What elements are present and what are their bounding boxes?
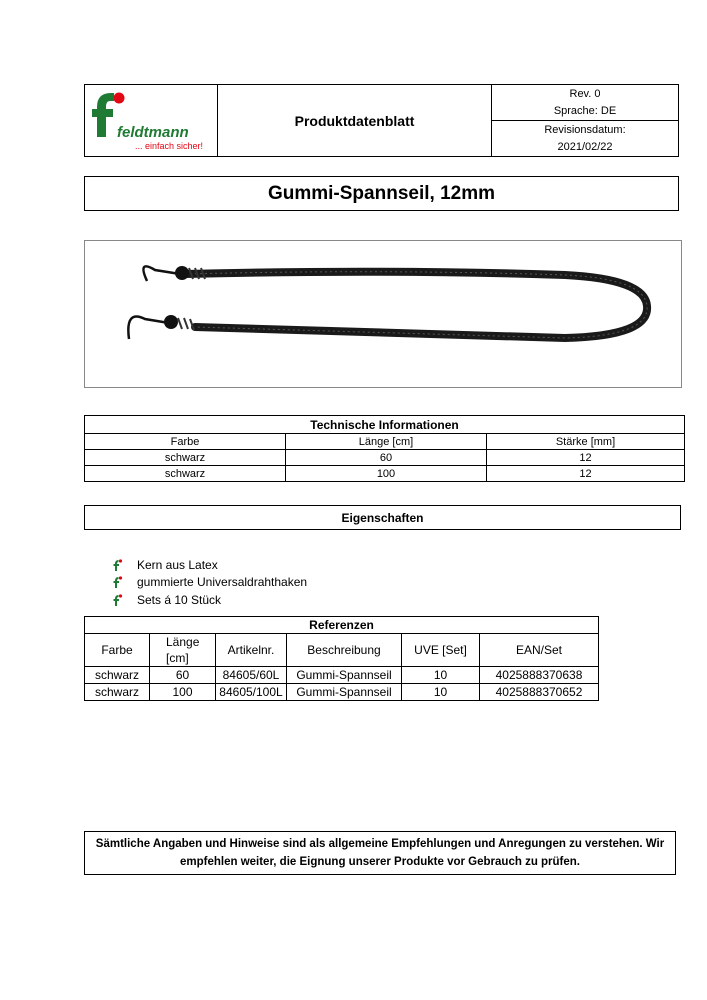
column-header: UVE [Set] (402, 634, 480, 667)
property-text: Kern aus Latex (137, 557, 218, 572)
column-header: Beschreibung (287, 634, 402, 667)
list-item (112, 591, 307, 609)
table-cell: schwarz (85, 684, 150, 701)
table-cell: 60 (150, 667, 216, 684)
column-header: Farbe (85, 634, 150, 667)
feldtmann-f-icon (112, 559, 123, 571)
table-cell: 4025888370638 (480, 667, 599, 684)
column-header: EAN/Set (480, 634, 599, 667)
property-text: gummierte Universaldrahthaken (137, 575, 308, 590)
revision-date-label: Revisionsdatum: (544, 123, 626, 136)
table-cell: 12 (487, 450, 685, 466)
table-cell: schwarz (85, 466, 286, 482)
table-cell: 84605/100L (216, 684, 287, 701)
disclaimer-notice: Sämtliche Angaben und Hinweise sind als allgemeine Empfehlungen und Anregungen zu verstehen. Wir empfehlen weiter, die Eignung unserer Produkte vor Gebrauch zu prüfen. (84, 831, 676, 875)
column-header: Länge [cm] (286, 434, 487, 450)
table-cell: 10 (402, 667, 480, 684)
bungee-cord-photo (85, 241, 681, 387)
table-cell: 60 (286, 450, 487, 466)
table-cell: schwarz (85, 450, 286, 466)
table-cell: 100 (150, 684, 216, 701)
table-cell: Gummi-Spannseil (287, 667, 402, 684)
column-header: Artikelnr. (216, 634, 287, 667)
list-item (112, 574, 307, 592)
revision-number: Rev. 0 (569, 87, 601, 100)
column-header: Farbe (85, 434, 286, 450)
table-row (85, 450, 685, 466)
language: Sprache: DE (553, 104, 617, 117)
properties-list (112, 556, 307, 609)
svg-text:feldtmann: feldtmann (117, 124, 189, 141)
table-row (85, 667, 599, 684)
technical-info-table (84, 415, 685, 482)
feldtmann-f-icon (112, 576, 123, 588)
table-row (85, 684, 599, 701)
product-title: Gummi-Spannseil, 12mm (84, 176, 679, 211)
revision-info (492, 85, 678, 156)
product-image (84, 240, 682, 388)
document-type: Produktdatenblatt (218, 85, 492, 156)
feldtmann-logo-icon (85, 85, 215, 156)
table-cell: 4025888370652 (480, 684, 599, 701)
feldtmann-f-icon (112, 594, 123, 606)
column-header: Länge [cm] (150, 634, 216, 667)
technical-info-title: Technische Informationen (85, 416, 685, 434)
table-row (85, 466, 685, 482)
list-item (112, 556, 307, 574)
revision-date: 2021/02/22 (557, 140, 613, 153)
references-title: Referenzen (85, 617, 599, 634)
table-cell: 100 (286, 466, 487, 482)
property-text: Sets á 10 Stück (137, 592, 222, 607)
table-cell: 10 (402, 684, 480, 701)
document-header (84, 84, 679, 157)
table-cell: Gummi-Spannseil (287, 684, 402, 701)
properties-title: Eigenschaften (84, 505, 681, 530)
table-cell: 84605/60L (216, 667, 287, 684)
column-header: Stärke [mm] (487, 434, 685, 450)
table-cell: schwarz (85, 667, 150, 684)
table-cell: 12 (487, 466, 685, 482)
svg-text:... einfach sicher!: ... einfach sicher! (135, 141, 204, 151)
references-table (84, 616, 599, 701)
company-logo (85, 85, 218, 156)
